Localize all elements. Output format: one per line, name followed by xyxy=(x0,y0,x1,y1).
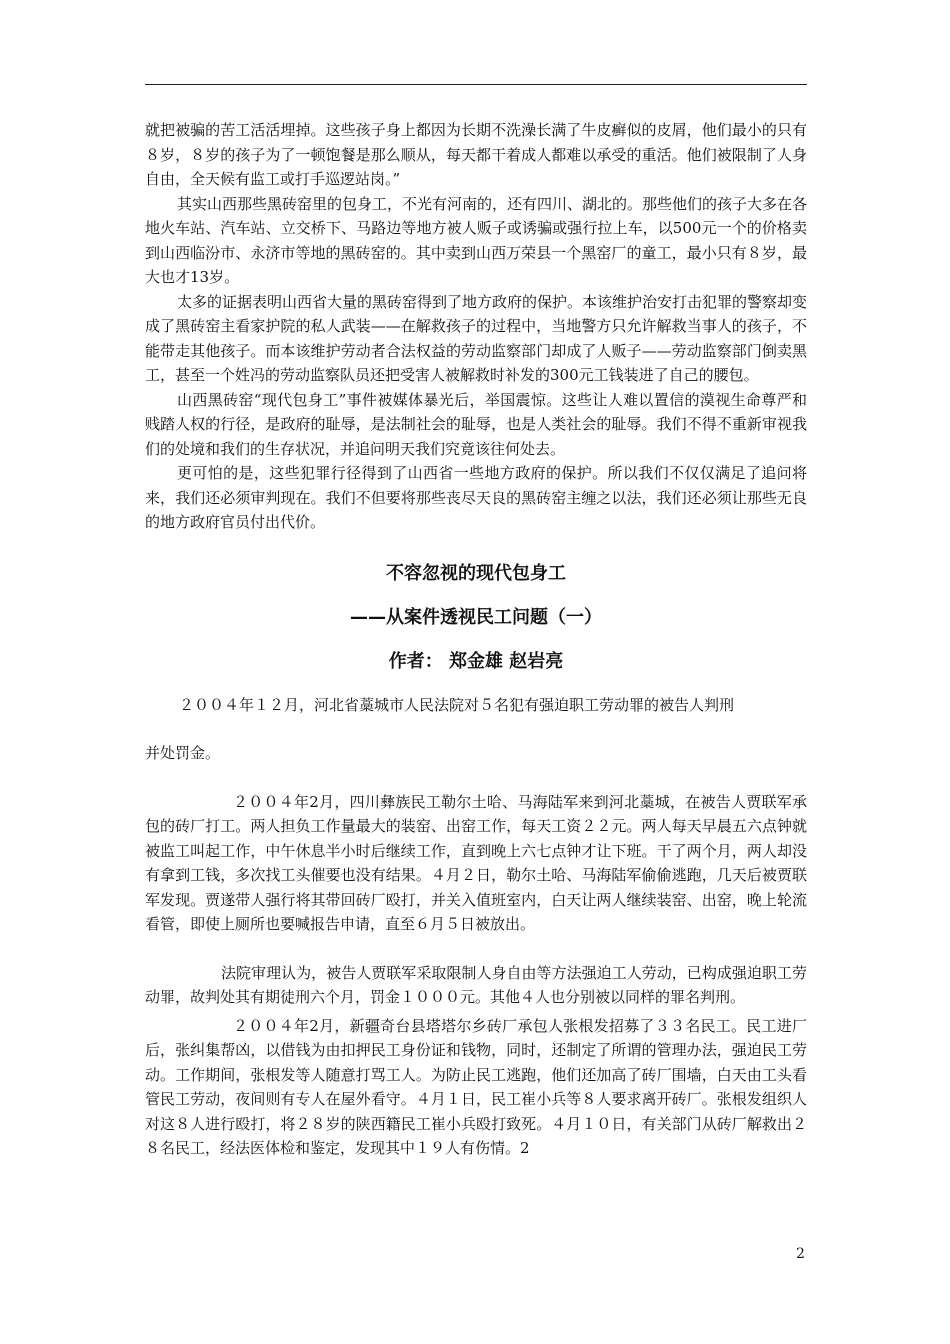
article-byline: 作者： 郑金雄 赵岩亮 xyxy=(388,650,564,672)
paragraph: 其实山西那些黑砖窑里的包身工，不光有河南的，还有四川、湖北的。那些他们的孩子大多在各地火车站、汽车站、立交桥下、马路边等地方被人贩子或诱骗或强行拉上车，以500元一个的价格卖到山西临汾市、永济市等地的黑砖窑的。其中卖到山西万荣县一个黑窑厂的童工，最小只有８岁，最大也才13岁。 xyxy=(145,194,808,286)
header-rule xyxy=(145,84,807,85)
page-number: 2 xyxy=(796,1246,805,1262)
paragraph: ２００４年2月，四川彝族民工勒尔土哈、马海陆军来到河北藁城，在被告人贾联军承包的砖厂打工。两人担负工作量最大的装窑、出窑工作，每天工资２２元。两人每天早晨五六点钟就被监工叫起工作，中午休息半小时后继续工作，直到晚上六七点钟才让下班。干了两个月，两人却没有拿到工钱，多次找工头催要也没有结果。４月２日，勒尔土哈、马海陆军偷偷逃跑，几天后被贾联军发现。贾遂带人强行将其带回砖厂殴打，并关入值班室内，白天让两人继续装窑、出窑，晚上轮流看管，即使上厕所也要喊报告申请，直至６月５日被放出。 xyxy=(145,792,807,933)
paragraph: ２００４年2月，新疆奇台县塔塔尔乡砖厂承包人张根发招募了３３名民工。民工进厂后，张纠集帮凶，以借钱为由扣押民工身份证和钱物，同时，还制定了所谓的管理办法，强迫民工劳动。工作期间，张根发等人随意打骂工人。为防止民工逃跑，他们还加高了砖厂围墙，白天由工头看管民工劳动，夜间则有专人在屋外看守。４月１日，民工崔小兵等８人要求离开砖厂。张根发组织人对这８人进行殴打，将２８岁的陕西籍民工崔小兵殴打致死。４月１０日，有关部门从砖厂解救出２８名民工，经法医体检和鉴定，发现其中１９人有伤情。2 xyxy=(145,1016,807,1157)
document-body xyxy=(145,118,807,1161)
paragraph: ２００４年１２月，河北省藁城市人民法院对５名犯有强迫职工劳动罪的被告人判刑 xyxy=(179,695,735,714)
paragraph: 山西黑砖窑“现代包身工”事件被媒体暴光后，举国震惊。这些让人难以置信的漠视生命尊严和贱踏人权的行径，是政府的耻辱，是法制社会的耻辱，也是人类社会的耻辱。我们不得不重新审视我们的处境和我们的生存状况，并追问明天我们究竟该往何处去。 xyxy=(145,390,807,458)
paragraph: 更可怕的是，这些犯罪行径得到了山西省一些地方政府的保护。所以我们不仅仅满足了追问将来，我们还必须审判现在。我们不但要将那些丧尽天良的黑砖窑主缠之以法，我们还必须让那些无良的地方政府官员付出代价。 xyxy=(145,464,807,531)
paragraph: 并处罚金。 xyxy=(145,744,221,762)
paragraph: 法院审理认为，被告人贾联军采取限制人身自由等方法强迫工人劳动，已构成强迫职工劳动罪，故判处其有期徒刑六个月，罚金１０００元。其他４人也分别被以同样的罪名判刑。 xyxy=(145,963,807,1006)
paragraph-continuation: 就把被骗的苦工活活埋掉。这些孩子身上都因为长期不洗澡长满了牛皮癣似的皮屑，他们最小的只有８岁，８岁的孩子为了一顿饱餐是那么顺从，每天都干着成人都难以承受的重活。他们被限制了人身自由，全天候有监工或打手巡逻站岗。” xyxy=(145,121,807,188)
paragraph: 太多的证据表明山西省大量的黑砖窑得到了地方政府的保护。本该维护治安打击犯罪的警察却变成了黑砖窑主看家护院的私人武装——在解救孩子的过程中，当地警方只允许解救当事人的孩子，不能带走其他孩子。而本该维护劳动者合法权益的劳动监察部门却成了人贩子——劳动监察部门倒卖黑工，甚至一个姓冯的劳动监察队员还把受害人被解救时补发的300元工钱装进了自己的腰包。 xyxy=(145,292,808,384)
article-title: 不容忽视的现代包身工 xyxy=(386,562,566,584)
article-subtitle: ——从案件透视民工问题（一） xyxy=(350,606,602,628)
